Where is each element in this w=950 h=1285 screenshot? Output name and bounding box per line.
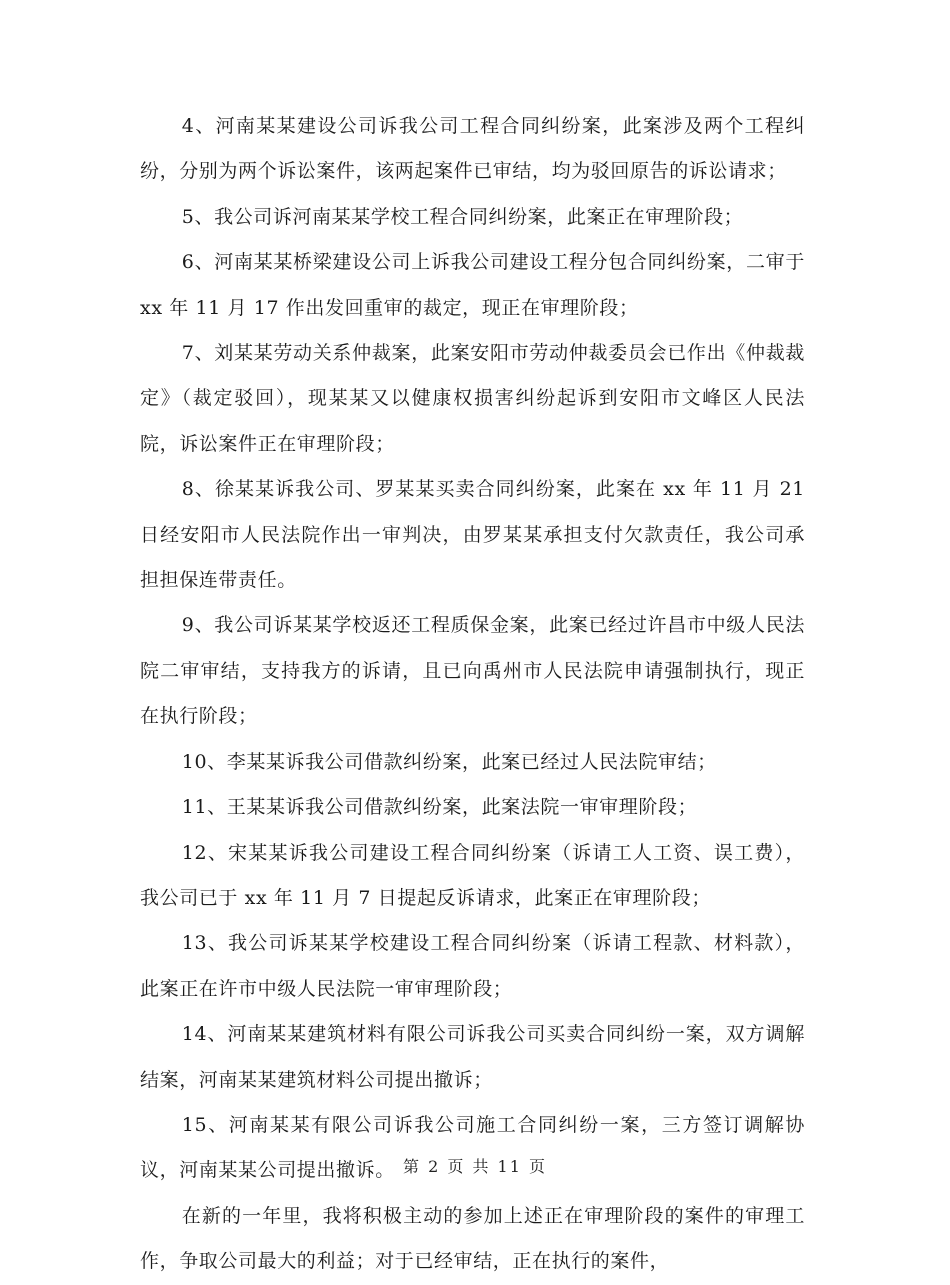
paragraph-case-12: 12、宋某某诉我公司建设工程合同纠纷案（诉请工人工资、误工费），我公司已于 xx 年 11 月 7 日提起反诉请求，此案正在审理阶段； [140, 841, 805, 909]
paragraph-case-7: 7、刘某某劳动关系仲裁案，此案安阳市劳动仲裁委员会已作出《仲裁裁定》（裁定驳回），现某某又以健康权损害纠纷起诉到安阳市文峰区人民法院，诉讼案件正在审理阶段； [140, 342, 805, 455]
paragraph-new-year-plan: 在新的一年里，我将积极主动的参加上述正在审理阶段的案件的审理工作，争取公司最大的利益；对于已经审结，正在执行的案件， [140, 1204, 805, 1273]
paragraph-case-10: 10、李某某诉我公司借款纠纷案，此案已经过人民法院审结； [181, 750, 717, 773]
paragraph-case-4: 4、河南某某建设公司诉我公司工程合同纠纷案，此案涉及两个工程纠纷，分别为两个诉讼案件，该两起案件已审结，均为驳回原告的诉讼请求； [140, 115, 805, 183]
page-number-footer: 第 2 页 共 11 页 [403, 1157, 547, 1176]
paragraph-case-6: 6、河南某某桥梁建设公司上诉我公司建设工程分包合同纠纷案，二审于 xx 年 11 月 17 作出发回重审的裁定，现正在审理阶段； [140, 251, 805, 319]
paragraph-case-8: 8、徐某某诉我公司、罗某某买卖合同纠纷案，此案在 xx 年 11 月 21 日经安阳市人民法院作出一审判决，由罗某某承担支付欠款责任，我公司承担担保连带责任。 [140, 478, 805, 592]
paragraph-case-11: 11、王某某诉我公司借款纠纷案，此案法院一审审理阶段； [181, 796, 698, 819]
paragraph-case-14: 14、河南某某建筑材料有限公司诉我公司买卖合同纠纷一案，双方调解结案，河南某某建筑材料公司提出撤诉； [140, 1023, 805, 1091]
document-body [140, 104, 805, 1285]
paragraph-case-13: 13、我公司诉某某学校建设工程合同纠纷案（诉请工程款、材料款），此案正在许市中级人民法院一审审理阶段； [140, 932, 805, 1000]
paragraph-case-9: 9、我公司诉某某学校返还工程质保金案，此案已经过许昌市中级人民法院二审审结，支持我方的诉请，且已向禹州市人民法院申请强制执行，现正在执行阶段； [140, 614, 805, 728]
paragraph-case-5: 5、我公司诉河南某某学校工程合同纠纷案，此案正在审理阶段； [181, 205, 744, 228]
paragraph-case-15: 15、河南某某有限公司诉我公司施工合同纠纷一案，三方签订调解协议，河南某某公司提出撤诉。 [140, 1113, 805, 1182]
